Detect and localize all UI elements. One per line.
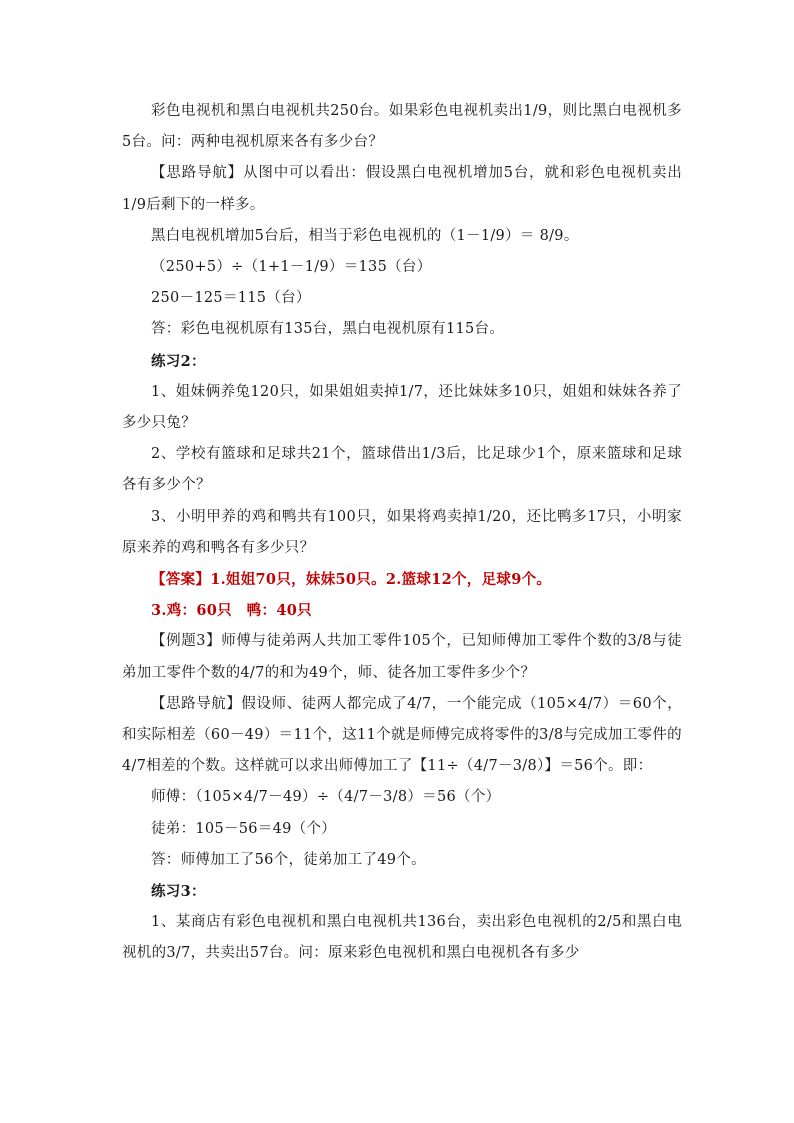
answer-paragraph: 3.鸡：60只 鸭：40只: [151, 602, 312, 620]
section-heading: 练习3：: [151, 883, 206, 901]
paragraph: 答：师傅加工了56个，徒弟加工了49个。: [151, 851, 426, 868]
paragraph: 徒弟：105－56＝49（个）: [151, 820, 337, 837]
paragraph: 250－125＝115（台）: [151, 290, 311, 307]
paragraph: 黑白电视机增加5台后，相当于彩色电视机的（1－1/9）＝ 8/9。: [151, 227, 579, 244]
document-body: [122, 96, 682, 970]
paragraph: 彩色电视机和黑白电视机共250台。如果彩色电视机卖出1/9，则比黑白电视机多5台。问：两种电视机原来各有多少台？: [122, 103, 682, 151]
paragraph: 答：彩色电视机原有135台，黑白电视机原有115台。: [151, 321, 505, 338]
paragraph: 【例题3】师傅与徒弟两人共加工零件105个，已知师傅加工零件个数的3/8与徒弟加工零件个数的4/7的和为49个，师、徒各加工零件多少个？: [122, 633, 682, 681]
answer-paragraph: 【答案】1.姐姐70只，妹妹50只。2.篮球12个，足球9个。: [151, 571, 552, 589]
paragraph: 1、姐妹俩养兔120只，如果姐姐卖掉1/7，还比妹妹多10只，姐姐和妹妹各养了多少只兔？: [122, 383, 682, 432]
paragraph: 1、某商店有彩色电视机和黑白电视机共136台，卖出彩色电视机的2/5和黑白电视机的3/7，共卖出57台。问：原来彩色电视机和黑白电视机各有多少: [122, 914, 682, 962]
paragraph: 2、学校有篮球和足球共21个，篮球借出1/3后，比足球少1个，原来篮球和足球各有多少个？: [122, 446, 682, 494]
section-heading: 练习2：: [151, 352, 206, 370]
paragraph: 师傅：（105×4/7－49）÷（4/7－3/8）＝56（个）: [151, 789, 501, 806]
paragraph: （250+5）÷（1+1－1/9）＝135（台）: [151, 259, 432, 276]
paragraph: 【思路导航】假设师、徒两人都完成了4/7，一个能完成（105×4/7）＝60个，和实际相差（60－49）＝11个，这11个就是师傅完成将零件的3/8与完成加工零件的4/7相差的个数。这样就可以求出师傅加工了【11÷（4/7－3/8）】＝56个。即：: [122, 695, 682, 775]
paragraph: 3、小明甲养的鸡和鸭共有100只，如果将鸡卖掉1/20，还比鸭多17只，小明家原来养的鸡和鸭各有多少只？: [122, 508, 682, 556]
paragraph: 【思路导航】从图中可以看出：假设黑白电视机增加5台，就和彩色电视机卖出1/9后剩下的一样多。: [122, 165, 682, 213]
